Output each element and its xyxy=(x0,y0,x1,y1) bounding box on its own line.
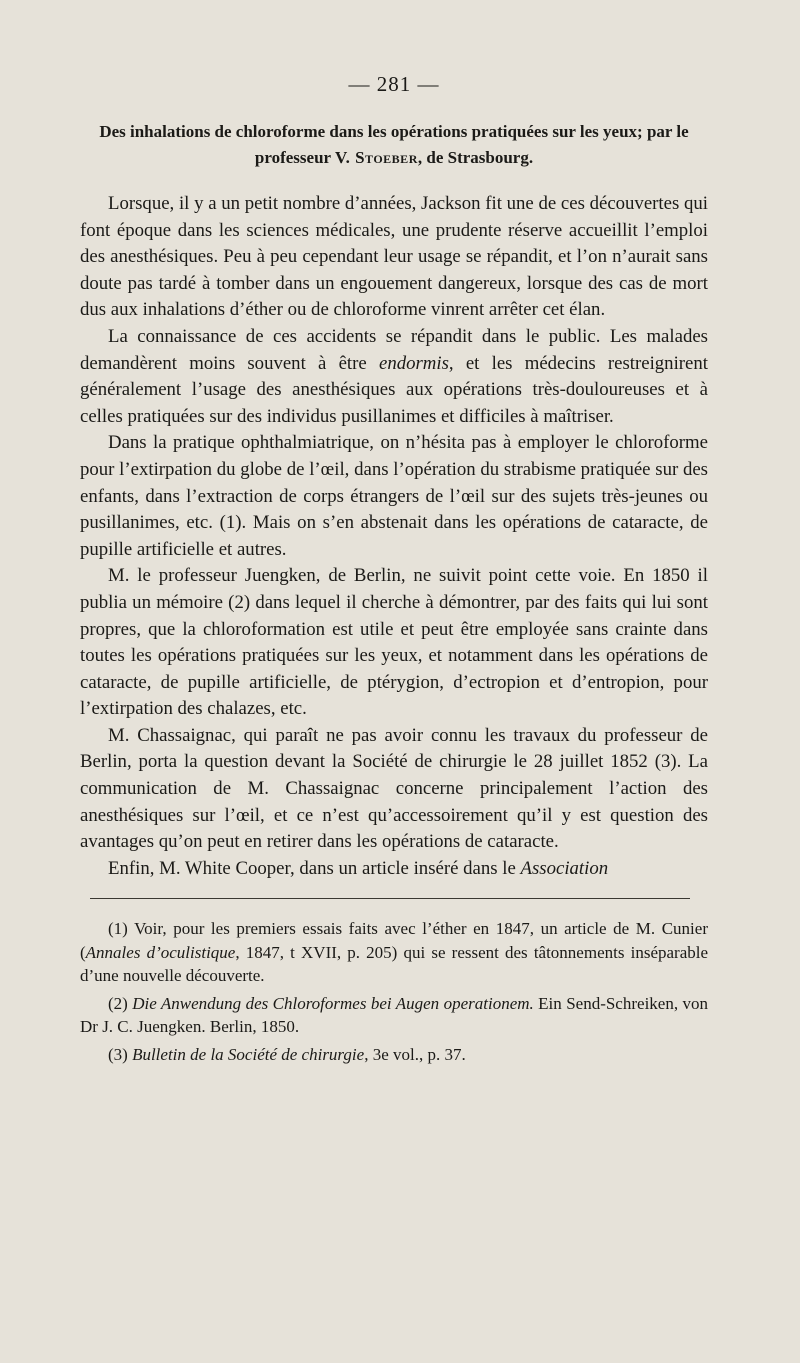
footnote-1-text-end: , 1847, t XVII, p. 205) qui se ressent des tâtonnements inséparable d’une nouvelle découverte. xyxy=(80,942,709,986)
footnote-1-text: (1) Voir, pour les premiers essais faits avec l’éther en 1847, un article de M. Cunier ( xyxy=(80,919,708,962)
paragraph-6-text: Enfin, M. White Cooper, dans un article inséré dans le xyxy=(108,857,521,879)
title-text-end: , de Strasbourg. xyxy=(417,148,534,167)
footnote-2-marker: (2) xyxy=(108,993,133,1013)
footnote-3-emphasis: Bulletin de la Société de chirurgie xyxy=(132,1044,365,1064)
title-author: V. Stoeber xyxy=(335,148,418,167)
paragraph-2-emphasis: endormis xyxy=(378,352,449,374)
paragraph-3: Dans la pratique ophthalmiatrique, on n’hésita pas à employer le chloroforme pour l’extirpation du globe de l’œil, dans l’opération du strabisme pratiquée sur des enfants, dans l’extraction de corps étrangers de l’œil sur des sujets très-jeunes ou pusillanimes, etc. (1). Mais on s’en abstenait dans les opérations de cataracte, de pupille artificielle et autres. xyxy=(80,432,708,560)
paragraph-2-text: La connaissance de ces accidents se répandit dans le public. Les malades demandèrent moins souvent à être xyxy=(80,325,708,374)
title-text: Des inhalations de chloroforme dans les opérations pratiquées sur les yeux; par le professeur xyxy=(99,122,689,167)
footnote-1 xyxy=(80,917,708,988)
paragraph-6 xyxy=(80,856,708,883)
paragraph-2 xyxy=(80,324,708,430)
footnotes xyxy=(80,917,708,1066)
footnote-3-marker: (3) xyxy=(108,1044,133,1064)
paragraph-6-emphasis: Association xyxy=(520,857,609,879)
footnote-1-emphasis: Annales d’oculistique xyxy=(85,942,236,962)
footnote-3 xyxy=(80,1043,708,1067)
article-body xyxy=(80,191,708,882)
paragraph-4: M. le professeur Juengken, de Berlin, ne suivit point cette voie. En 1850 il publia un mémoire (2) dans lequel il cherche à démontrer, par des faits qui lui sont propres, que la chloroformation est utile et peut être employée sans crainte dans toutes les opérations pratiquées sur les yeux, et notamment dans les opérations de cataracte, de pupille artificielle, de ptérygion, d’ectropion et d’entropion, pour l’extirpation des chalazes, etc. xyxy=(80,565,708,720)
paragraph-1: Lorsque, il y a un petit nombre d’années, Jackson fit une de ces découvertes qui font époque dans les sciences médicales, une prudente réserve accueillit l’emploi des anesthésiques. Peu à peu cependant leur usage se répandit, et l’on n’aurait sans doute pas tardé à tomber dans un engouement dangereux, lorsque des cas de mort dus aux inhalations d’éther ou de chloroforme vinrent arrêter cet élan. xyxy=(80,193,708,321)
footnote-divider xyxy=(90,898,690,899)
footnote-2-text: Ein Send-Schreiken, von Dr J. C. Juengken. Berlin, 1850. xyxy=(80,993,708,1037)
page-number: — 281 — xyxy=(348,72,440,96)
article-title xyxy=(80,119,708,171)
footnote-2-emphasis: Die Anwendung des Chloroformes bei Augen operationem. xyxy=(132,993,534,1013)
footnote-3-text: , 3e vol., p. 37. xyxy=(364,1044,466,1064)
paragraph-2-text-end: , et les médecins restreignirent généralement l’usage des anesthésiques aux opérations très-douloureuses et à celles pratiquées sur des individus pusillanimes et difficiles à maîtriser. xyxy=(80,352,708,427)
footnote-2 xyxy=(80,992,708,1039)
paragraph-5: M. Chassaignac, qui paraît ne pas avoir connu les travaux du professeur de Berlin, porta la question devant la Société de chirurgie le 28 juillet 1852 (3). La communication de M. Chassaignac concerne principalement l’action des anesthésiques sur l’œil, et ce n’est qu’accessoirement qu’il y est question des avantages qu’on peut en retirer dans les opérations de cataracte. xyxy=(80,724,708,853)
